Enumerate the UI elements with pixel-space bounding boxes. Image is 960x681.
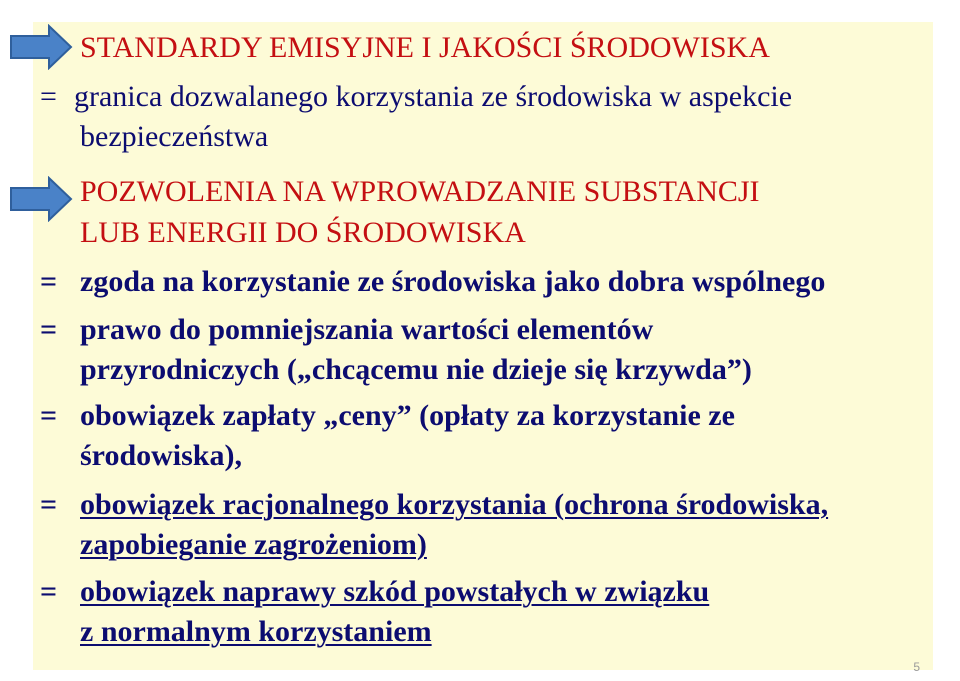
definition-text-continued: bezpieczeństwa bbox=[80, 120, 269, 153]
page-number: 5 bbox=[913, 660, 920, 674]
list-item-text: prawo do pomniejszania wartości elementów bbox=[80, 313, 654, 346]
right-arrow-icon bbox=[9, 24, 73, 70]
list-item-text: obowiązek naprawy szkód powstałych w związku bbox=[80, 575, 710, 608]
equals-sign: = bbox=[40, 265, 58, 298]
equals-sign: = bbox=[40, 575, 58, 608]
list-item-text: obowiązek zapłaty „ceny” (opłaty za korzystanie ze bbox=[80, 399, 735, 432]
definition-text: granica dozwalanego korzystania ze środowiska w aspekcie bbox=[74, 80, 793, 113]
list-item-text: zgoda na korzystanie ze środowiska jako dobra wspólnego bbox=[80, 265, 826, 298]
section-heading-permits-line2: LUB ENERGII DO ŚRODOWISKA bbox=[80, 216, 526, 249]
list-item-text-continued: przyrodniczych („chcącemu nie dzieje się krzywda”) bbox=[80, 353, 752, 386]
equals-sign: = bbox=[40, 313, 58, 346]
section-heading-permits-line1: POZWOLENIA NA WPROWADZANIE SUBSTANCJI bbox=[80, 175, 760, 208]
right-arrow-icon bbox=[9, 176, 73, 222]
equals-sign: = bbox=[40, 488, 58, 521]
list-item-text-continued: zapobieganie zagrożeniom) bbox=[80, 528, 427, 561]
equals-sign: = bbox=[40, 399, 58, 432]
list-item-text: obowiązek racjonalnego korzystania (ochrona środowiska, bbox=[80, 488, 829, 521]
list-item-text-continued: z normalnym korzystaniem bbox=[80, 615, 432, 648]
list-item-text-continued: środowiska), bbox=[80, 439, 242, 472]
section-heading-standards: STANDARDY EMISYJNE I JAKOŚCI ŚRODOWISKA bbox=[80, 31, 770, 64]
equals-sign: = bbox=[40, 80, 57, 113]
